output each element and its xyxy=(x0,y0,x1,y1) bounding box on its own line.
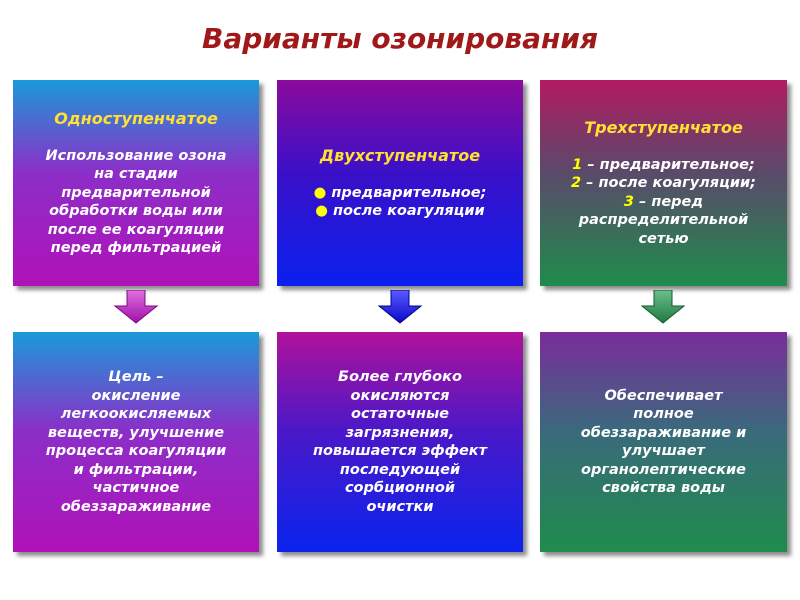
arrow-down-icon xyxy=(641,290,685,324)
three-stage-steps: 1 – предварительное; 2 – после коагуляции; 3 – перед распределительной сетью xyxy=(571,156,756,247)
bullet-item: ● предварительное; xyxy=(313,184,487,201)
bullet-item: ● после коагуляции xyxy=(315,203,485,219)
result-single-stage: Цель – окисление легкоокисляемых веществ, улучшение процесса коагуляции и фильтрации, частичное обеззараживание xyxy=(13,332,259,552)
bullet-icon: ● xyxy=(315,203,328,219)
page-title: Варианты озонирования xyxy=(202,22,598,55)
result-two-stage: Более глубоко окисляются остаточные загрязнения, повышается эффект последующей сорбционной очистки xyxy=(277,332,523,552)
step-item: 2 – после коагуляции; xyxy=(571,175,756,192)
box-three-stage xyxy=(540,80,787,286)
single-stage-description: Использование озона на стадии предварительной обработки воды или после ее коагуляции перед фильтрацией xyxy=(45,147,227,256)
heading-two-stage: Двухступенчатое xyxy=(319,145,481,165)
two-stage-bullets xyxy=(314,184,487,221)
arrow-down-icon xyxy=(378,290,422,324)
heading-three-stage: Трехступенчатое xyxy=(584,117,743,137)
box-single-stage xyxy=(13,80,259,286)
arrow-down-icon xyxy=(114,290,158,324)
step-item: 1 – предварительное; xyxy=(572,156,755,173)
step-item: 3 – перед xyxy=(623,193,704,210)
box-two-stage xyxy=(277,80,523,286)
bullet-icon: ● xyxy=(313,184,327,201)
heading-single-stage: Одноступенчатое xyxy=(54,108,218,128)
result-three-stage: Обеспечивает полное обеззараживание и улучшает органолептические свойства воды xyxy=(540,332,787,552)
